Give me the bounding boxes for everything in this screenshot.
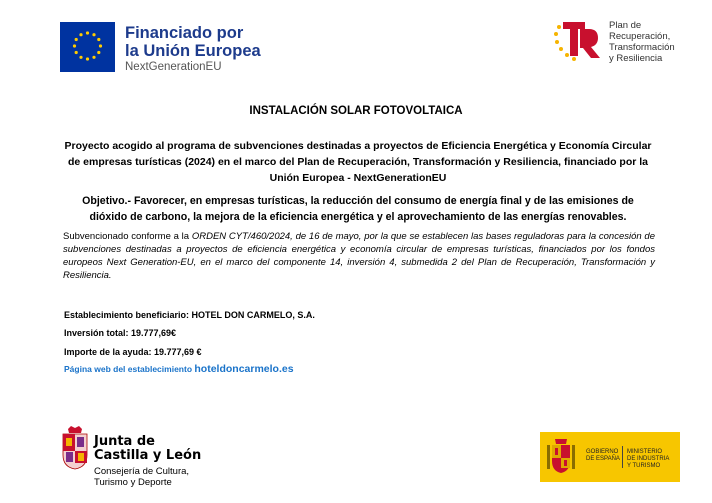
- eu-flag-icon: [60, 22, 115, 72]
- castilla-leon-shield-icon: [60, 425, 90, 470]
- junta-line1: Junta de: [94, 434, 155, 449]
- gobierno-line2: DE ESPAÑA: [586, 456, 620, 462]
- document-title: INSTALACIÓN SOLAR FOTOVOLTAICA: [249, 105, 463, 117]
- eu-logo-line1: Financiado por: [125, 24, 244, 42]
- website-label: Página web del establecimiento: [64, 364, 195, 374]
- eu-funding-logo: [60, 22, 261, 73]
- project-objective: Objetivo.- Favorecer, en empresas turísticas, la reducción del consumo de energía final y de las emisiones de dióxido de carbono, la mejora de la eficiencia energética y el aprovechamiento de las energías renovables.: [82, 195, 634, 223]
- recovery-plan-line4: y Resiliencia: [609, 53, 663, 64]
- eu-logo-line2: la Unión Europea: [125, 42, 261, 60]
- recovery-plan-mark-icon: [553, 18, 603, 63]
- grant-amount: Importe de la ayuda: 19.777,69 €: [64, 347, 202, 357]
- ministerio-text: [627, 449, 669, 470]
- gobierno-line1: GOBIERNO: [586, 449, 619, 455]
- total-investment: Inversión total: 19.777,69€: [64, 328, 177, 338]
- eu-logo-line3: NextGenerationEU: [125, 61, 222, 73]
- website-link[interactable]: hoteldoncarmelo.es: [194, 363, 294, 375]
- project-description: Proyecto acogido al programa de subvenciones destinadas a proyectos de Eficiencia Energética y Economía Circular de empresas turísticas (2024) en el marco del Plan de Recuperación, Transformación y Resiliencia, financiado por la Unión Europea - NextGenerationEU: [64, 140, 652, 184]
- recovery-plan-line2: Recuperación,: [609, 31, 671, 42]
- recovery-plan-logo: [553, 18, 683, 68]
- ministerio-line1: MINISTERIO: [627, 449, 663, 455]
- beneficiary-establishment: Establecimiento beneficiario: HOTEL DON CARMELO, S.A.: [64, 310, 315, 320]
- subsidy-prefix: Subvencionado conforme a la: [63, 231, 192, 242]
- recovery-plan-line1: Plan de: [609, 20, 642, 31]
- gobierno-espana-text: [586, 449, 620, 463]
- ministerio-line3: Y TURISMO: [627, 463, 661, 469]
- junta-castilla-leon-logo: [60, 425, 220, 487]
- website-line: [64, 363, 294, 375]
- recovery-plan-line3: Transformación: [609, 42, 675, 53]
- spain-coat-of-arms-icon: [546, 437, 576, 475]
- subsidy-legal-paragraph: [63, 230, 655, 282]
- ministerio-line2: DE INDUSTRIA: [627, 456, 670, 462]
- logo-divider: [622, 446, 623, 468]
- ministerio-industria-turismo-logo: [540, 432, 680, 482]
- subsidy-order-reference: ORDEN CYT/460/2024, de 16 de mayo, por la que se establecen las bases reguladoras para la concesión de subvenciones destinadas a proyectos de eficiencia energética y economía circular de empresas turísticas, financiados por los fondos europeos Next Generation-EU, en el marco del componente 14, inversión 4, submedida 2 del Plan de Recuperación, Transformación y Resiliencia.: [63, 231, 655, 281]
- junta-line4: Turismo y Deporte: [94, 477, 172, 488]
- recovery-plan-text: [609, 20, 675, 64]
- junta-line3: Consejería de Cultura,: [94, 466, 190, 477]
- junta-line2: Castilla y León: [94, 448, 202, 463]
